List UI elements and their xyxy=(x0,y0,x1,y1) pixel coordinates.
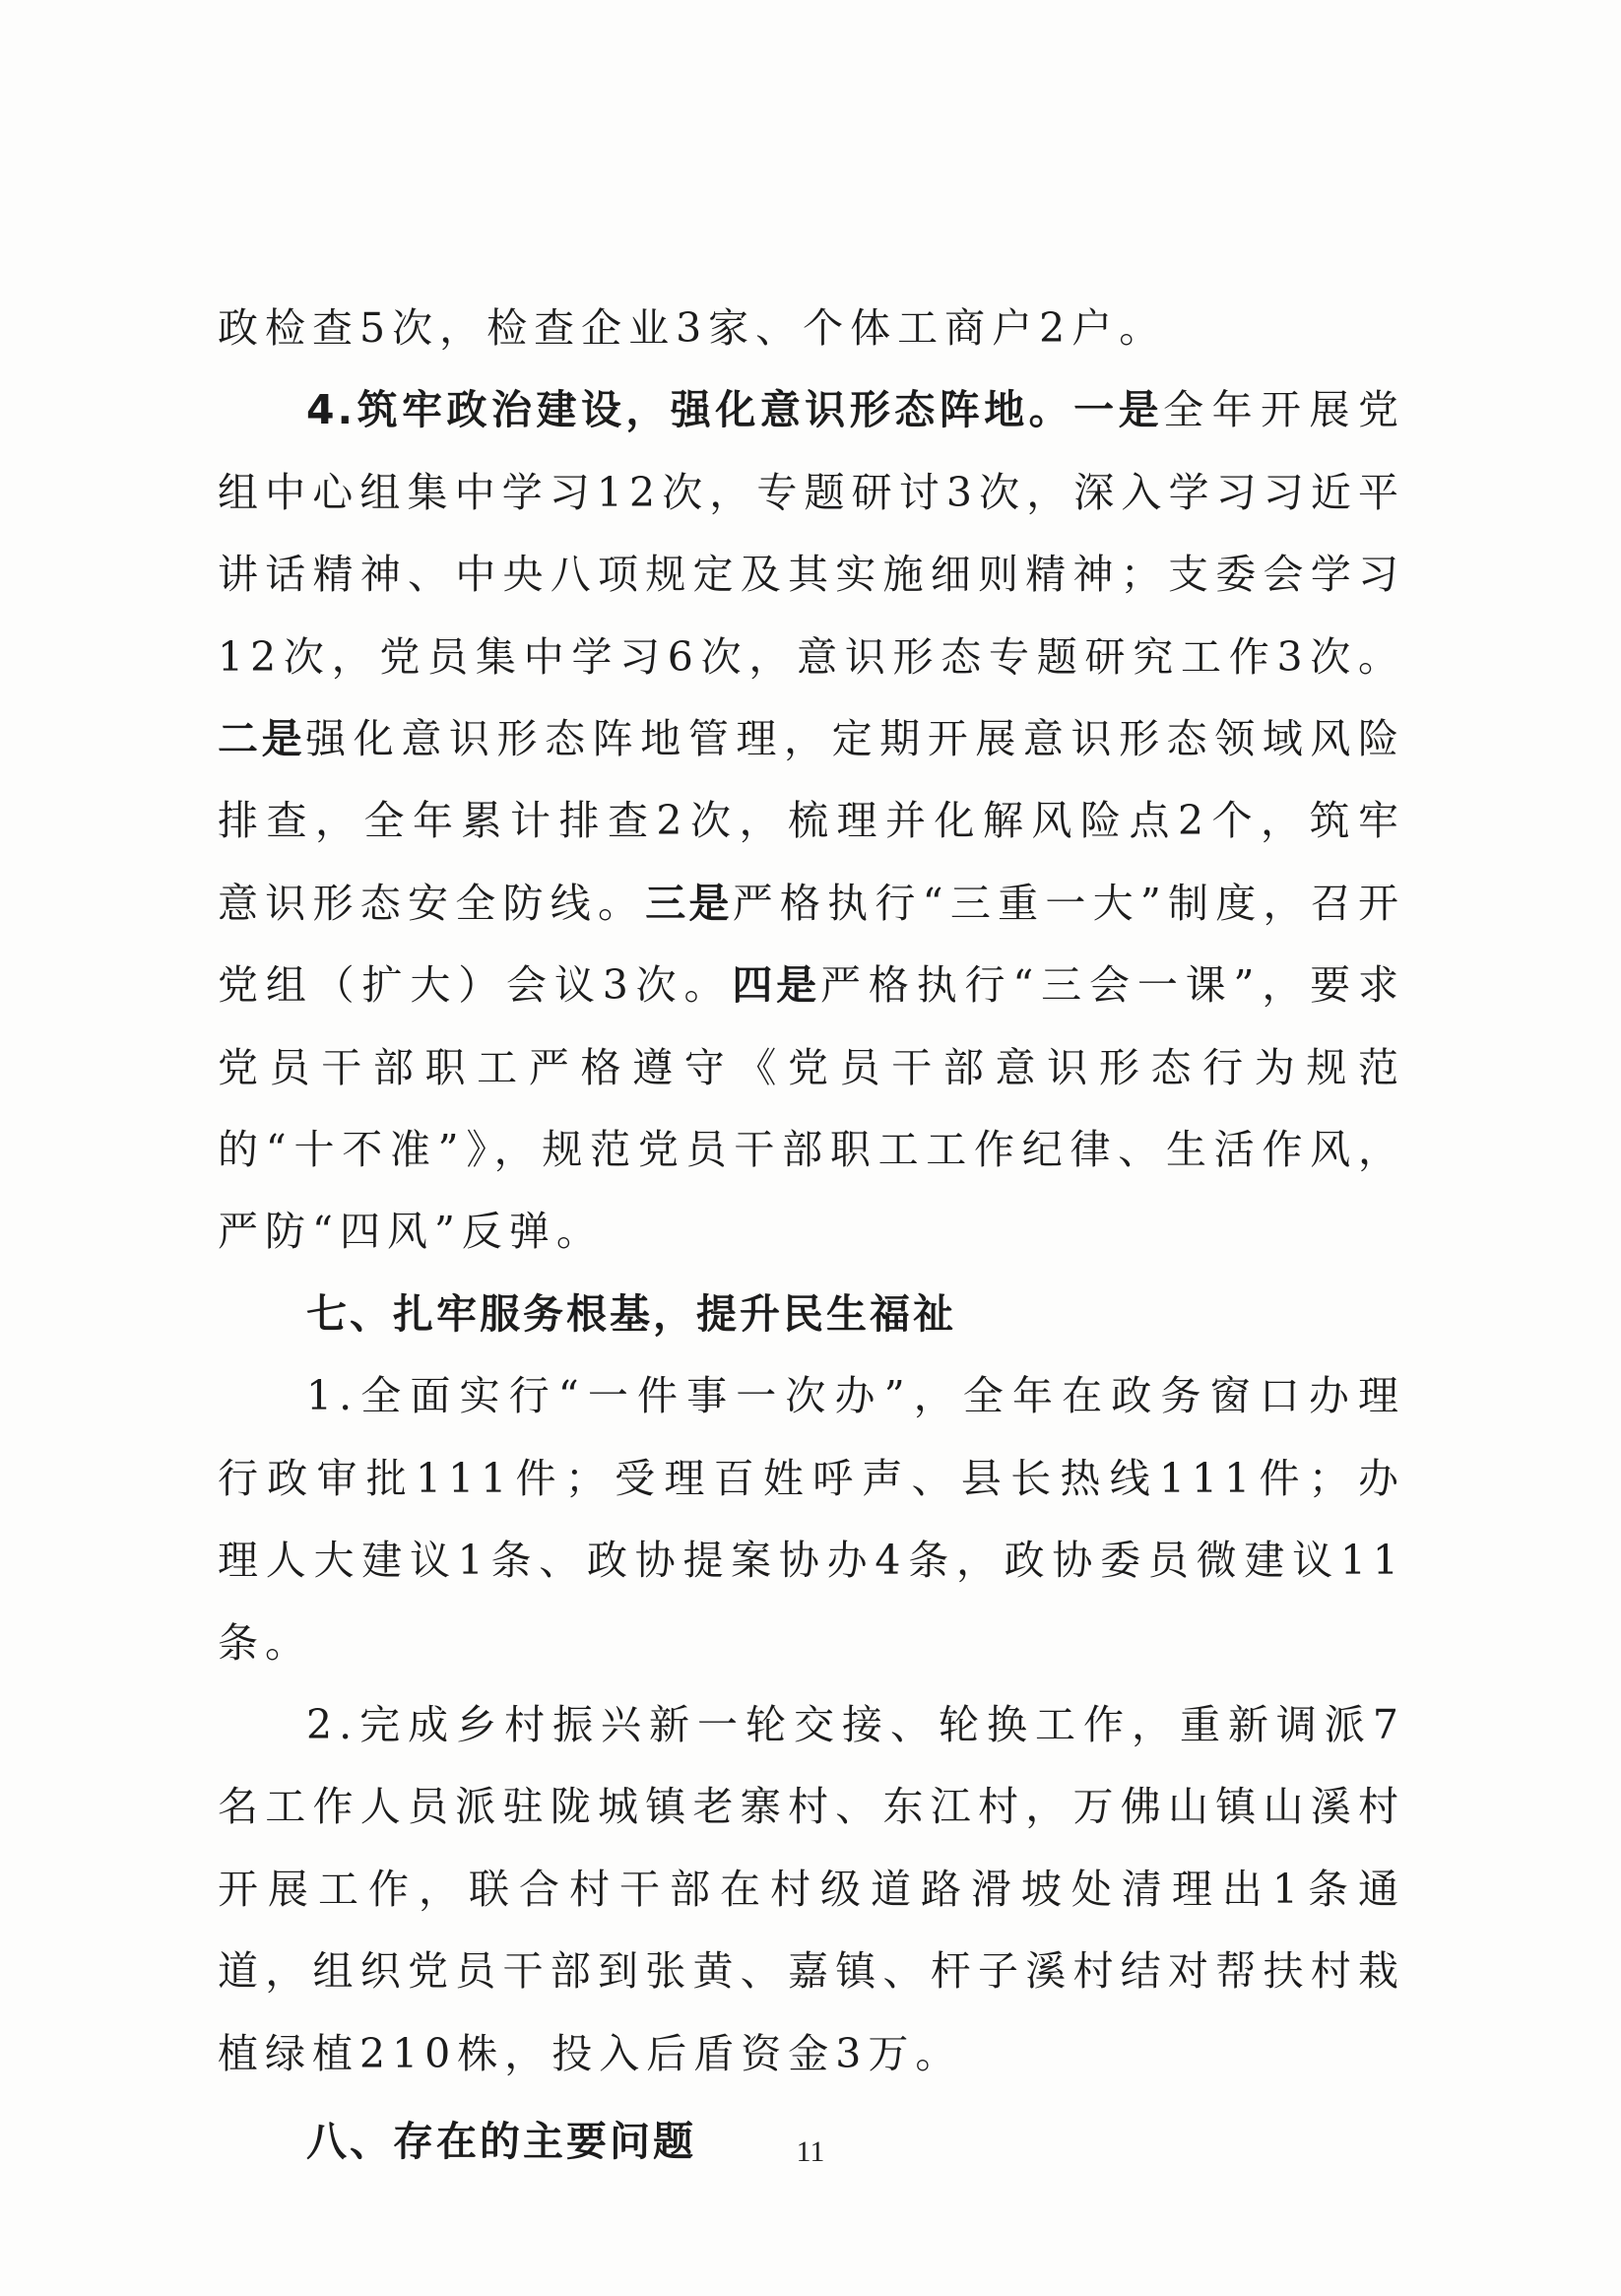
paragraph-text: 严格执行“三重一大”制度，召开党组（扩大）会议3次。 xyxy=(218,879,1406,1010)
section-heading-7: 七、扎牢服务根基，提升民生福祉 xyxy=(306,1289,956,1338)
paragraph-text: 强化意识形态阵地管理，定期开展意识形态领域风险排查，全年累计排查2次，梳理并化解风险点2个，筑牢意识形态安全防线。 xyxy=(218,715,1406,927)
keyword-fourth: 四是 xyxy=(732,961,821,1010)
paragraph-service-2: 2.完成乡村振兴新一轮交接、轮换工作，重新调派7名工作人员派驻陇城镇老寨村、东江村，万佛山镇山溪村开展工作，联合村干部在村级道路滑坡处清理出1条通道，组织党员干部到张黄、嘉镇、杆子溪村结对帮扶村栽植绿植210株，投入后盾资金3万。 xyxy=(218,1700,1405,2077)
paragraph-continuation: 政检查5次，检查企业3家、个体工商户2户。 xyxy=(218,304,1167,352)
paragraph-service-1: 1.全面实行“一件事一次办”，全年在政务窗口办理行政审批111件；受理百姓呼声、县长热线111件；办理人大建议1条、政协提案协办4条，政协委员微建议11条。 xyxy=(218,1372,1405,1667)
section-heading-8: 八、存在的主要问题 xyxy=(306,2117,696,2165)
page-number: 11 xyxy=(796,2135,825,2168)
paragraph-text: 严格执行“三会一课”，要求党员干部职工严格遵守《党员干部意识形态行为规范的“十不准”》，规范党员干部职工工作纪律、生活作风，严防“四风”反弹。 xyxy=(218,961,1406,1256)
keyword-second: 二是 xyxy=(218,715,306,763)
keyword-first: 一是 xyxy=(1073,386,1164,434)
paragraph-title: 4.筑牢政治建设，强化意识形态阵地。 xyxy=(306,386,1074,434)
keyword-third: 三是 xyxy=(645,879,733,927)
paragraph-text: 全年开展党组中心组集中学习12次，专题研讨3次，深入学习习近平讲话精神、中央八项规定及其实施细则精神；支委会学习12次，党员集中学习6次，意识形态专题研究工作3次。 xyxy=(218,386,1406,681)
page-body xyxy=(218,288,1405,2183)
paragraph-political-building xyxy=(218,369,1405,1273)
